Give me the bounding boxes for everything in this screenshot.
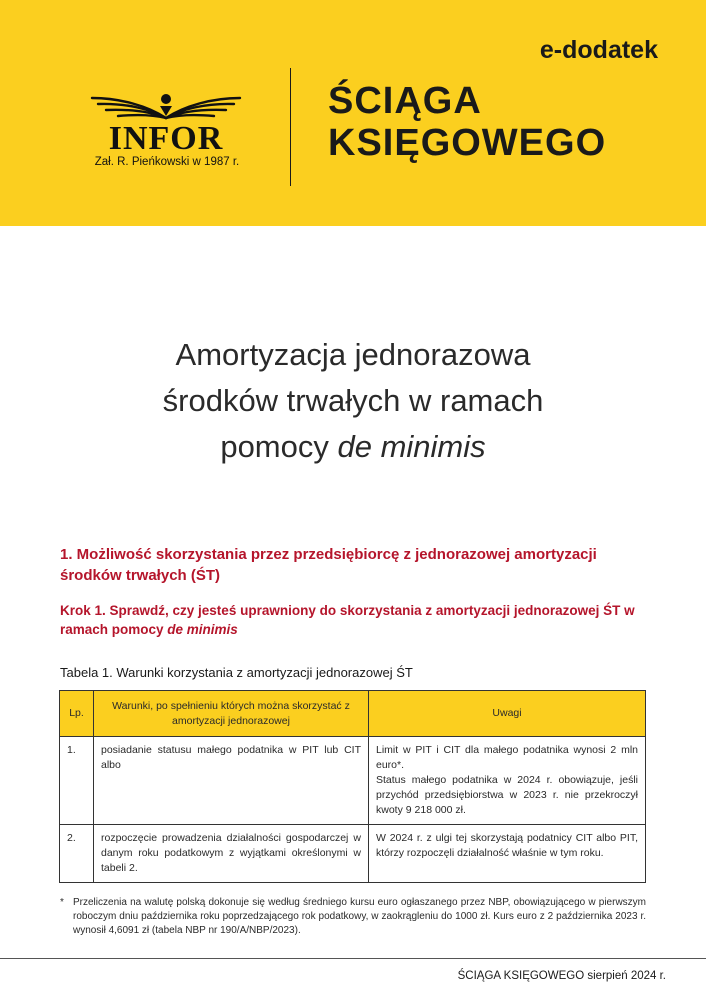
infor-logo [80, 88, 250, 178]
edition-tag: e-dodatek [539, 36, 658, 64]
cell-warunki: posiadanie statusu małego podatnika w PIT lub CIT albo [94, 737, 369, 825]
table-header-row [60, 691, 646, 737]
cell-lp: 2. [60, 825, 94, 883]
header-banner [0, 0, 706, 226]
logo-subtitle: Zał. R. Pieńkowski w 1987 r. [94, 156, 240, 168]
header-lp: Lp. [60, 691, 94, 737]
table-row [60, 825, 646, 883]
cell-lp: 1. [60, 737, 94, 825]
step-heading [60, 601, 660, 639]
table-caption: Tabela 1. Warunki korzystania z amortyzacji jednorazowej ŚT [60, 665, 413, 680]
section-heading: 1. Możliwość skorzystania przez przedsiębiorcę z jednorazowej amortyzacji środków trwałych (ŚT) [60, 546, 597, 584]
logo-wordmark: INFOR [108, 120, 224, 157]
header-divider [290, 68, 291, 186]
cell-uwagi-part-1: Limit w PIT i CIT dla małego podatnika wynosi 2 mln euro*. [376, 744, 638, 771]
step-text: Krok 1. Sprawdź, czy jesteś uprawniony do skorzystania z amortyzacji jednorazowej ŚT w ramach pomocy [60, 603, 635, 637]
document-title [60, 332, 646, 470]
header-uwagi: Uwagi [369, 691, 646, 737]
footnote-marker: * [60, 897, 64, 908]
title-line-1: Amortyzacja jednorazowa [175, 337, 531, 372]
footnote-text: Przeliczenia na walutę polską dokonuje się według średniego kursu euro ogłaszanego przez NBP, obowiązującego w pierwszym roboczym dniu października roku poprzedzającego rok podatkowy, w zaokrągleniu do 1000 zł. Kurs euro z 2 października 2023 r. wynosił 4,6091 zł (tabela NBP nr 190/A/NBP/2023). [73, 897, 646, 936]
cell-uwagi-part-2: Status małego podatnika w 2024 r. obowiązuje, jeśli przychód przedsiębiorstwa w 2023 r. nie przekroczył kwoty 9 218 000 zł. [376, 774, 638, 816]
brand-line-1: ŚCIĄGA [328, 80, 482, 122]
title-line-2: środków trwałych w ramach [162, 383, 544, 418]
conditions-table [59, 690, 646, 883]
infor-book-wings-icon [88, 88, 244, 122]
title-line-3-plain: pomocy [220, 429, 338, 464]
brand-line-2: KSIĘGOWEGO [328, 122, 607, 164]
footnote [60, 896, 646, 938]
publication-brand [328, 80, 606, 164]
cell-warunki: rozpoczęcie prowadzenia działalności gospodarczej w danym roku podatkowym z wyjątkami określonymi w tabeli 2. [94, 825, 369, 883]
title-line-3 [60, 424, 646, 470]
footer-divider [0, 958, 706, 959]
step-italic: de minimis [167, 622, 238, 637]
header-warunki: Warunki, po spełnieniu których można skorzystać z amortyzacji jednorazowej [94, 691, 369, 737]
cell-uwagi: W 2024 r. z ulgi tej skorzystają podatnicy CIT albo PIT, którzy rozpoczęli działalność właśnie w tym roku. [369, 825, 646, 883]
table-row [60, 737, 646, 825]
cell-uwagi [369, 737, 646, 825]
page-footer: ŚCIĄGA KSIĘGOWEGO sierpień 2024 r. [457, 970, 666, 982]
title-line-3-italic: de minimis [337, 429, 486, 464]
